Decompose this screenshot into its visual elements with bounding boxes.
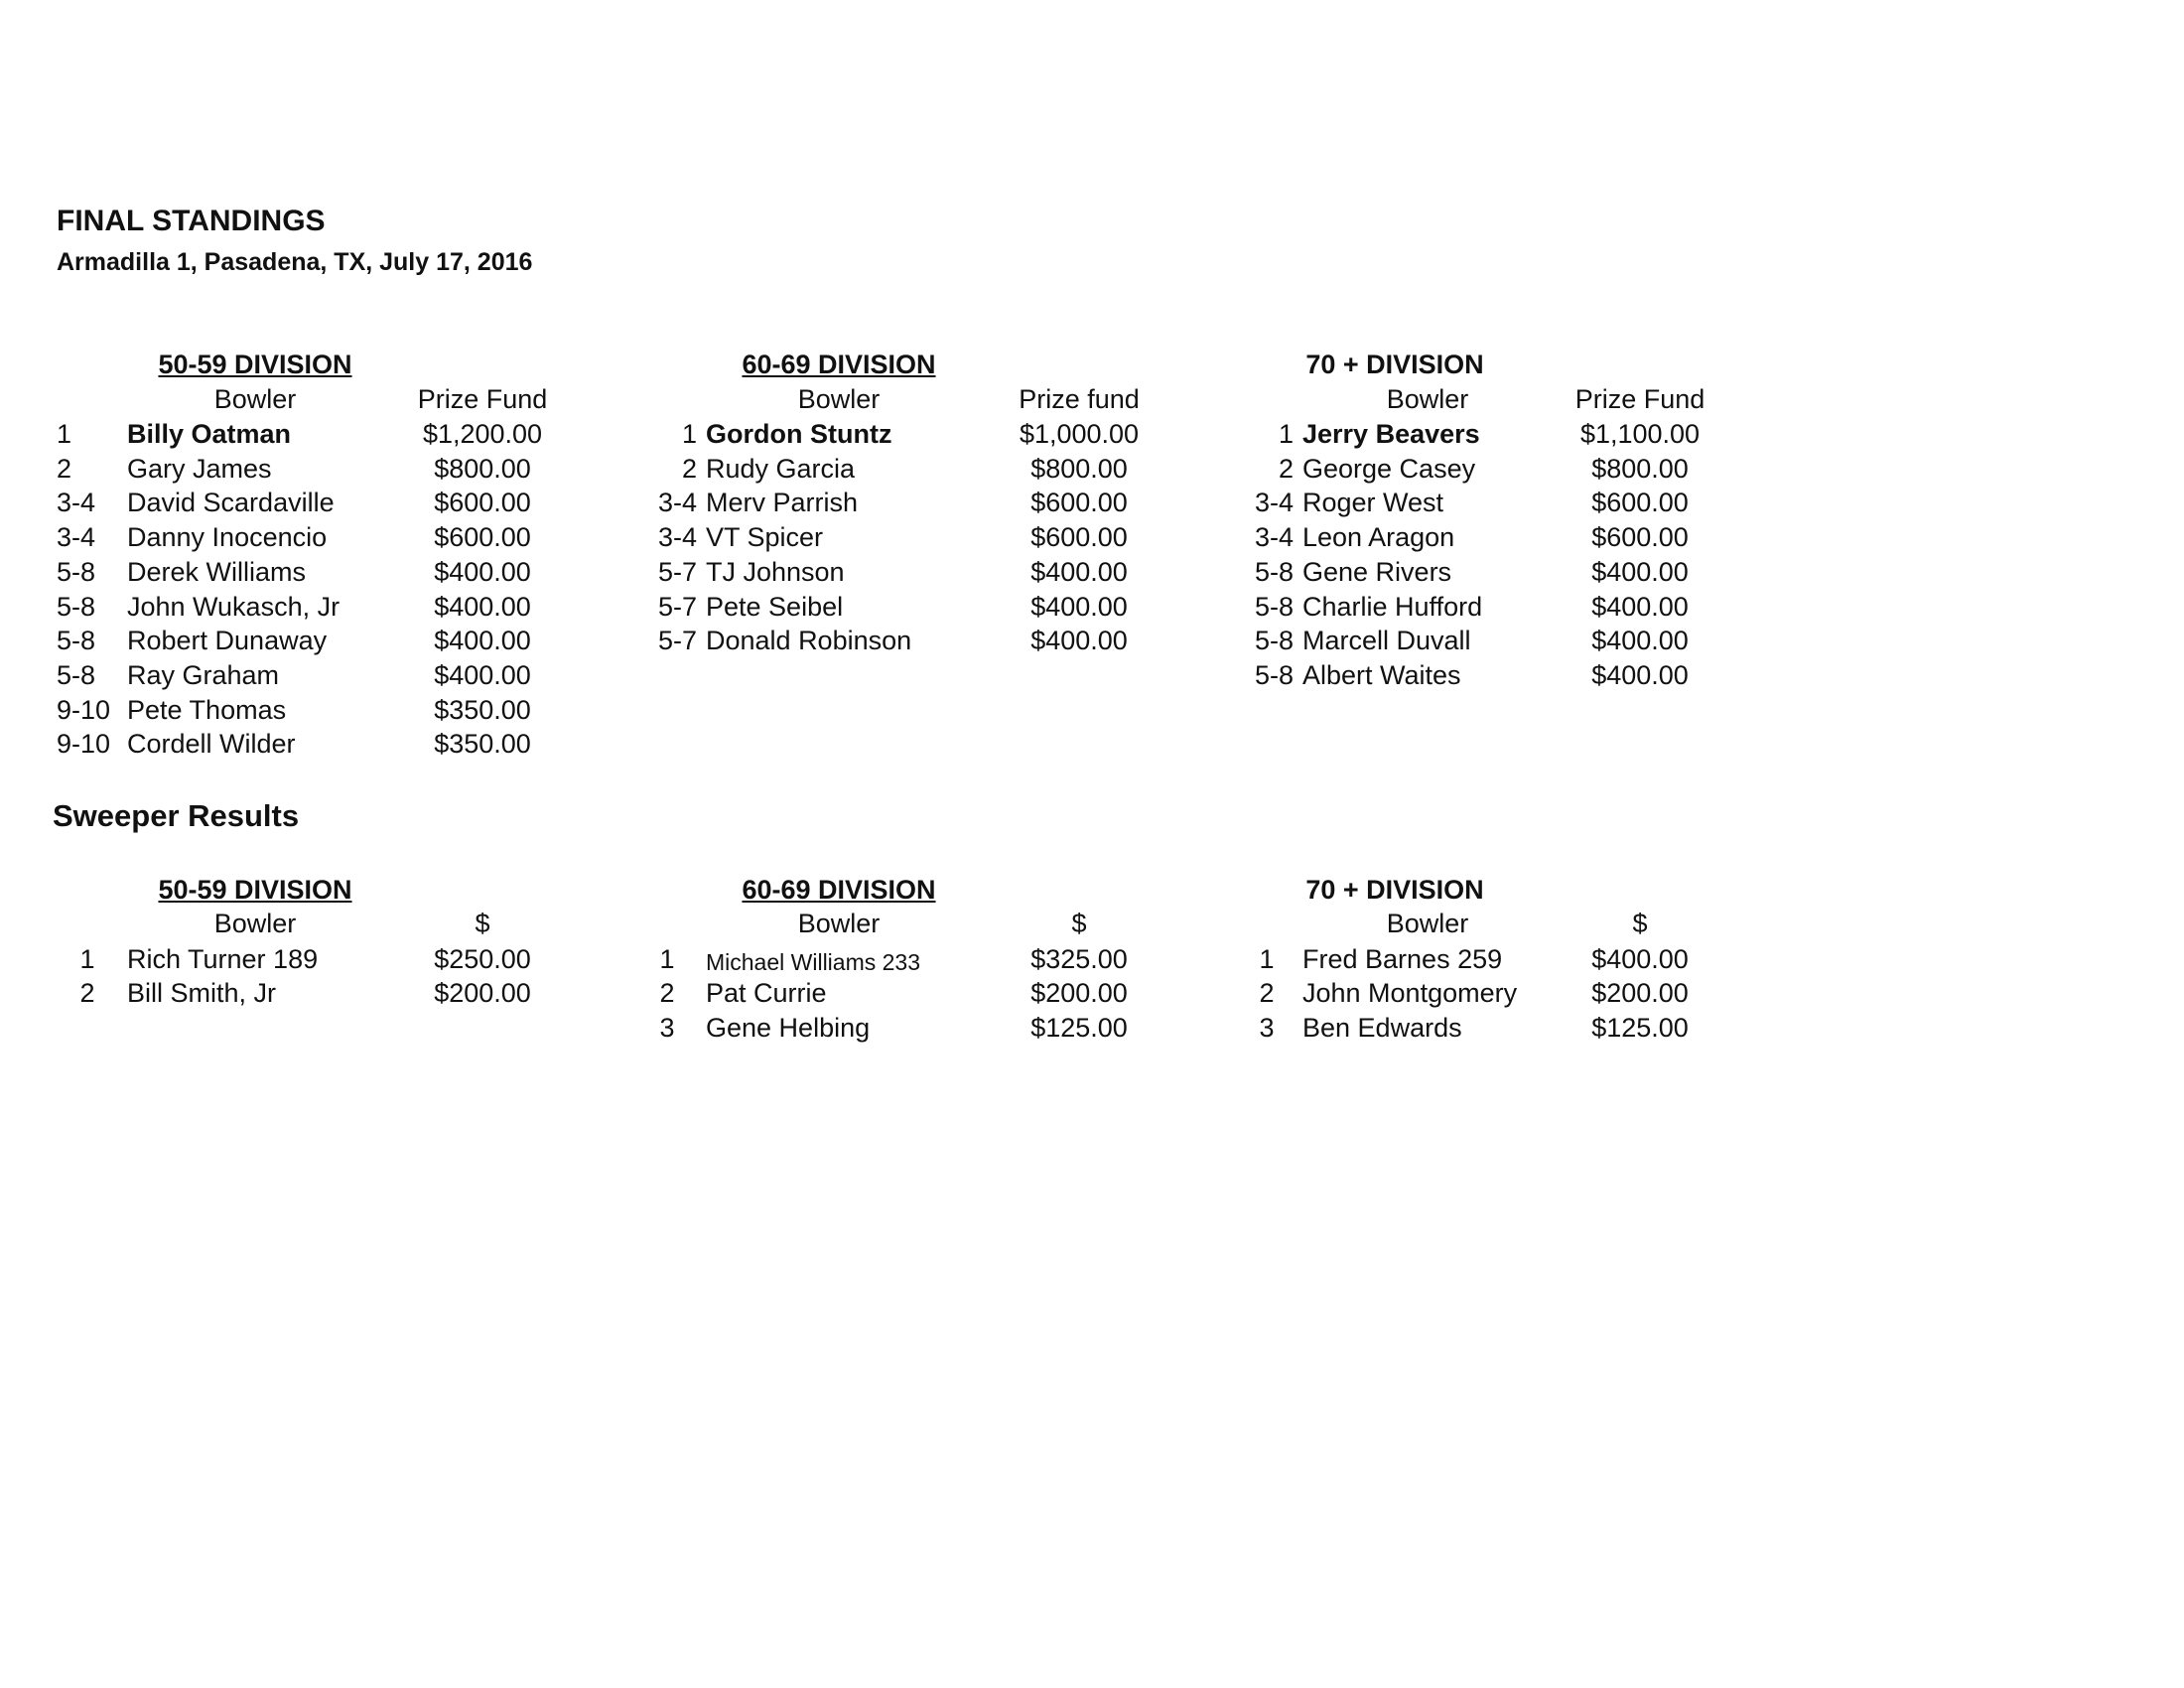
place-cell: 5-8 — [57, 591, 96, 622]
bowler-name-cell: Gene Helbing — [706, 1012, 871, 1043]
page-title: FINAL STANDINGS — [57, 205, 326, 237]
place-cell: 9-10 — [57, 729, 111, 760]
place-cell: 5-8 — [1254, 591, 1294, 622]
prize-cell: $800.00 — [434, 453, 531, 484]
place-cell: 3-4 — [657, 522, 697, 553]
prize-cell: $1,000.00 — [1019, 419, 1140, 449]
prize-cell: $125.00 — [1030, 1012, 1128, 1043]
bowler-name-cell: Gordon Stuntz — [706, 419, 892, 449]
place-cell: 5-8 — [1254, 556, 1294, 587]
prize-cell: $400.00 — [1591, 591, 1689, 622]
bowler-name-cell: David Scardaville — [127, 488, 335, 518]
place-cell: 5-8 — [57, 626, 96, 656]
place-cell: 3-4 — [57, 488, 96, 518]
place-cell: 2 — [1259, 978, 1275, 1009]
column-header-prize: $ — [475, 909, 490, 938]
division-header: 50-59 DIVISION — [158, 875, 352, 905]
bowler-name-cell: Cordell Wilder — [127, 729, 296, 760]
prize-cell: $800.00 — [1030, 453, 1128, 484]
prize-cell: $350.00 — [434, 694, 531, 725]
place-cell: 3-4 — [1254, 488, 1294, 518]
column-header-bowler: Bowler — [213, 909, 297, 938]
prize-cell: $400.00 — [1591, 944, 1689, 974]
bowler-name-cell: Albert Waites — [1302, 659, 1461, 690]
prize-cell: $200.00 — [1030, 978, 1128, 1009]
division-header: 60-69 DIVISION — [742, 350, 936, 379]
bowler-name-cell: Rich Turner 189 — [127, 944, 319, 974]
bowler-name-cell: VT Spicer — [706, 522, 824, 553]
division-header: 50-59 DIVISION — [158, 350, 352, 379]
place-cell: 2 — [1278, 453, 1294, 484]
place-cell: 2 — [659, 978, 675, 1009]
bowler-name-cell: TJ Johnson — [706, 556, 845, 587]
place-cell: 3-4 — [57, 522, 96, 553]
prize-cell: $400.00 — [1591, 556, 1689, 587]
column-header-bowler: Bowler — [797, 909, 881, 938]
place-cell: 1 — [79, 944, 95, 974]
division-header: 60-69 DIVISION — [742, 875, 936, 905]
division-header: 70 + DIVISION — [1305, 350, 1484, 379]
bowler-name-cell: Ben Edwards — [1302, 1012, 1462, 1043]
page-subtitle: Armadilla 1, Pasadena, TX, July 17, 2016 — [57, 248, 533, 276]
bowler-name-cell: Merv Parrish — [706, 488, 859, 518]
column-header-bowler: Bowler — [797, 384, 881, 414]
bowler-name-cell: Rudy Garcia — [706, 453, 856, 484]
place-cell: 2 — [57, 453, 72, 484]
place-cell: 1 — [1259, 944, 1275, 974]
column-header-prize: Prize fund — [1019, 384, 1140, 414]
place-cell: 3 — [1259, 1012, 1275, 1043]
prize-cell: $400.00 — [434, 626, 531, 656]
bowler-name-cell: Charlie Hufford — [1302, 591, 1483, 622]
place-cell: 5-7 — [657, 626, 697, 656]
bowler-name-cell: Michael Williams 233 — [706, 949, 921, 975]
prize-cell: $600.00 — [1591, 522, 1689, 553]
bowler-name-cell: Roger West — [1302, 488, 1444, 518]
prize-cell: $400.00 — [1030, 591, 1128, 622]
prize-cell: $325.00 — [1030, 944, 1128, 974]
prize-cell: $600.00 — [1591, 488, 1689, 518]
division-header: 70 + DIVISION — [1305, 875, 1484, 905]
bowler-name-cell: Robert Dunaway — [127, 626, 328, 656]
place-cell: 5-8 — [1254, 659, 1294, 690]
place-cell: 3-4 — [1254, 522, 1294, 553]
prize-cell: $400.00 — [434, 556, 531, 587]
prize-cell: $400.00 — [434, 659, 531, 690]
prize-cell: $1,100.00 — [1579, 419, 1701, 449]
bowler-name-cell: Danny Inocencio — [127, 522, 328, 553]
prize-cell: $400.00 — [1030, 556, 1128, 587]
column-header-bowler: Bowler — [1386, 909, 1469, 938]
prize-cell: $400.00 — [1591, 626, 1689, 656]
bowler-name-cell: Bill Smith, Jr — [127, 978, 277, 1009]
bowler-name-cell: Pat Currie — [706, 978, 827, 1009]
bowler-name-cell: Gary James — [127, 453, 272, 484]
bowler-name-cell: Pete Seibel — [706, 591, 844, 622]
column-header-prize: Prize Fund — [1574, 384, 1706, 414]
column-header-prize: Prize Fund — [417, 384, 548, 414]
place-cell: 5-7 — [657, 591, 697, 622]
prize-cell: $600.00 — [434, 488, 531, 518]
bowler-name-cell: Gene Rivers — [1302, 556, 1452, 587]
bowler-name-cell: Donald Robinson — [706, 626, 912, 656]
place-cell: 1 — [1278, 419, 1294, 449]
place-cell: 1 — [57, 419, 72, 449]
prize-cell: $600.00 — [1030, 488, 1128, 518]
bowler-name-cell: Marcell Duvall — [1302, 626, 1471, 656]
prize-cell: $250.00 — [434, 944, 531, 974]
bowler-name-cell: Fred Barnes 259 — [1302, 944, 1503, 974]
place-cell: 5-8 — [57, 556, 96, 587]
column-header-prize: $ — [1632, 909, 1648, 938]
place-cell: 5-8 — [57, 659, 96, 690]
place-cell: 2 — [79, 978, 95, 1009]
bowler-name-cell: John Wukasch, Jr — [127, 591, 341, 622]
place-cell: 3 — [659, 1012, 675, 1043]
bowler-name-cell: Pete Thomas — [127, 694, 287, 725]
column-header-bowler: Bowler — [1386, 384, 1469, 414]
place-cell: 3-4 — [657, 488, 697, 518]
prize-cell: $1,200.00 — [422, 419, 543, 449]
prize-cell: $400.00 — [1030, 626, 1128, 656]
prize-cell: $350.00 — [434, 729, 531, 760]
sweeper-results-title: Sweeper Results — [53, 798, 300, 833]
bowler-name-cell: Derek Williams — [127, 556, 307, 587]
prize-cell: $200.00 — [434, 978, 531, 1009]
bowler-name-cell: George Casey — [1302, 453, 1476, 484]
column-header-bowler: Bowler — [213, 384, 297, 414]
prize-cell: $400.00 — [1591, 659, 1689, 690]
bowler-name-cell: Leon Aragon — [1302, 522, 1455, 553]
place-cell: 5-8 — [1254, 626, 1294, 656]
place-cell: 5-7 — [657, 556, 697, 587]
prize-cell: $800.00 — [1591, 453, 1689, 484]
place-cell: 2 — [681, 453, 697, 484]
bowler-name-cell: Billy Oatman — [127, 419, 292, 449]
place-cell: 1 — [659, 944, 675, 974]
prize-cell: $200.00 — [1591, 978, 1689, 1009]
bowler-name-cell: Jerry Beavers — [1302, 419, 1480, 449]
column-header-prize: $ — [1071, 909, 1087, 938]
bowler-name-cell: Ray Graham — [127, 659, 280, 690]
bowler-name-cell: John Montgomery — [1302, 978, 1518, 1009]
prize-cell: $600.00 — [1030, 522, 1128, 553]
prize-cell: $125.00 — [1591, 1012, 1689, 1043]
place-cell: 9-10 — [57, 694, 111, 725]
prize-cell: $400.00 — [434, 591, 531, 622]
prize-cell: $600.00 — [434, 522, 531, 553]
place-cell: 1 — [681, 419, 697, 449]
